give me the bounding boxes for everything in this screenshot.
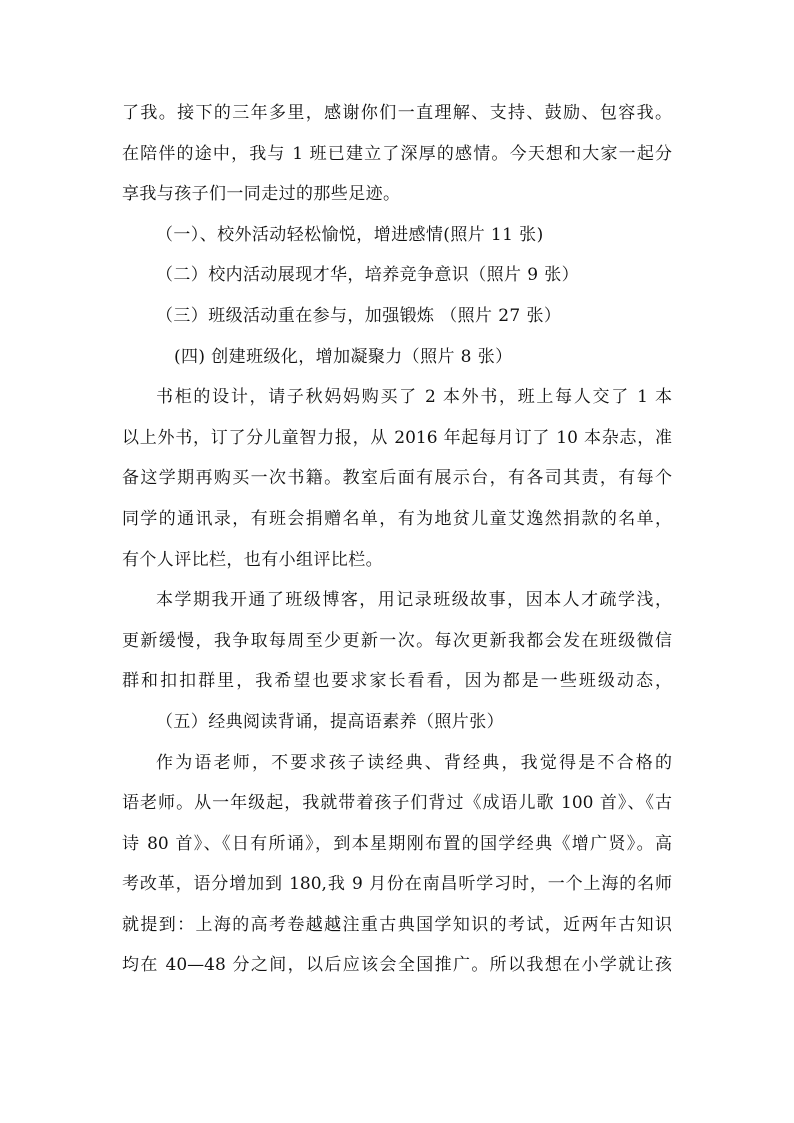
text-line: 有个人评比栏，也有小组评比栏。 <box>122 549 383 570</box>
section-heading: （一）、校外活动轻松愉悦，增进感情(照片 11 张) <box>156 224 544 245</box>
section-heading: （五）经典阅读背诵，提高语素养（照片张） <box>156 711 504 732</box>
section-heading: (四) 创建班级化，增加凝聚力（照片 8 张） <box>174 346 513 367</box>
text-line: 诗 80 首》、《日有所诵》，到本星期刚布置的国学经典《增广贤》。高 <box>122 833 672 854</box>
text-line: 了我。接下的三年多里，感谢你们一直理解、支持、鼓励、包容我。 <box>122 103 672 123</box>
text-line: 书柜的设计，请子秋妈妈购买了 2 本外书，班上每人交了 1 本 <box>156 387 672 408</box>
text-line: 更新缓慢，我争取每周至少更新一次。每次更新我都会发在班级微信 <box>122 630 672 651</box>
text-line: 备这学期再购买一次书籍。教室后面有展示台，有各司其责，有每个 <box>122 468 672 489</box>
text-line: 同学的通讯录，有班会捐赠名单，有为地贫儿童艾逸然捐款的名单， <box>122 508 672 529</box>
text-line: 考改革，语分增加到 180,我 9 月份在南昌听学习时，一个上海的名师 <box>122 874 672 895</box>
text-line: 就提到：上海的高考卷越越注重古典国学知识的考试，近两年古知识 <box>122 914 672 935</box>
section-heading: （三）班级活动重在参与，加强锻炼 （照片 27 张） <box>156 305 562 326</box>
text-line: 均在 40—48 分之间，以后应该会全国推广。所以我想在小学就让孩 <box>122 955 672 976</box>
text-line: 以上外书，订了分儿童智力报，从 2016 年起每月订了 10 本杂志，准 <box>122 427 672 448</box>
text-line: 享我与孩子们一同走过的那些足迹。 <box>122 184 401 205</box>
text-line: 本学期我开通了班级博客，用记录班级故事，因本人才疏学浅， <box>156 590 672 611</box>
text-line: 在陪伴的途中，我与 1 班已建立了深厚的感情。今天想和大家一起分 <box>122 143 672 164</box>
section-heading: （二）校内活动展现才华，培养竞争意识（照片 9 张） <box>156 265 580 286</box>
text-line: 群和扣扣群里，我希望也要求家长看看，因为都是一些班级动态， <box>122 671 672 692</box>
text-line: 作为语老师，不要求孩子读经典、背经典，我觉得是不合格的 <box>156 752 672 773</box>
text-line: 语老师。从一年级起，我就带着孩子们背过《成语儿歌 100 首》、《古 <box>122 793 672 814</box>
document-page <box>122 93 672 986</box>
